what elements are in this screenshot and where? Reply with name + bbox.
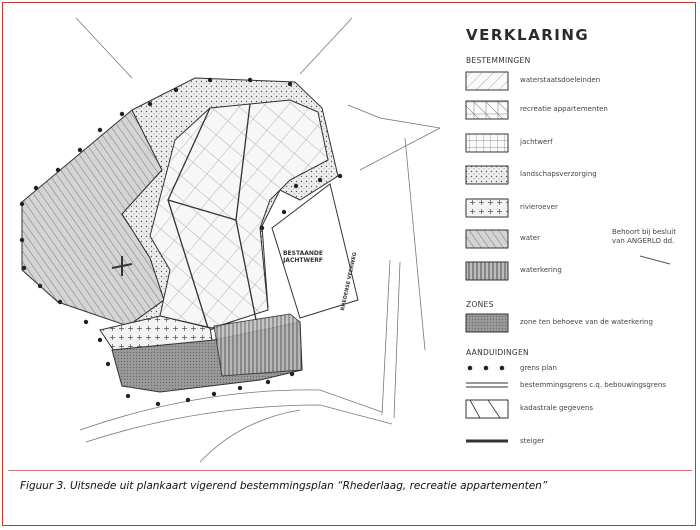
swatch-waterstaat [466, 72, 508, 90]
swatch-waterkering [466, 262, 508, 280]
swatch-recreatie [466, 101, 508, 119]
swatch-rivieroever [466, 199, 508, 217]
swatch-zone [466, 314, 508, 332]
legend-item-jachtwerf: jachtwerf [520, 138, 553, 146]
caption-divider [8, 470, 692, 471]
legend-item-bestemmingsgrens: bestemmingsgrens c.q. bebouwingsgrens [520, 381, 666, 389]
figure-caption: Figuur 3. Uitsnede uit plankaart vigerend bestemmingsplan “Rhederlaag, recreatie appartementen” [20, 480, 548, 492]
swatch-kadastraal [466, 400, 508, 418]
legend-item-waterkering: waterkering [520, 266, 562, 274]
decision-note-line2: van ANGERLO dd. [612, 237, 675, 245]
swatch-landschap [466, 166, 508, 184]
road-label: RHEDENSE VEERWEG [340, 251, 359, 312]
legend-item-recreatie: recreatie appartementen [520, 105, 608, 113]
legend-section-bestemmingen: BESTEMMINGEN [466, 56, 531, 65]
legend-item-zone: zone ten behoeve van de waterkering [520, 318, 653, 326]
legend-item-water: water [520, 234, 540, 242]
legend-section-aanduidingen: AANDUIDINGEN [466, 348, 529, 357]
legend-item-landschap: landschapsverzorging [520, 170, 597, 178]
decision-note-line1: Behoort bij besluit [612, 228, 676, 236]
legend-item-kadastraal: kadastrale gegevens [520, 404, 594, 412]
swatch-water [466, 230, 508, 248]
swatch-jachtwerf [466, 134, 508, 152]
legend-item-grens-plan: grens plan [520, 364, 557, 372]
legend-item-steiger: steiger [520, 437, 545, 445]
legend-title: VERKLARING [466, 26, 590, 44]
legend-item-rivieroever: rivieroever [520, 203, 558, 211]
legend-item-waterstaat: waterstaatsdoeleinden [520, 76, 601, 84]
existing-shipyard-label [278, 250, 328, 264]
shipyard-label-line1: BESTAANDE [282, 250, 323, 257]
shipyard-label-line2: JACHTWERF [283, 257, 323, 264]
legend-section-zones: ZONES [466, 300, 494, 309]
